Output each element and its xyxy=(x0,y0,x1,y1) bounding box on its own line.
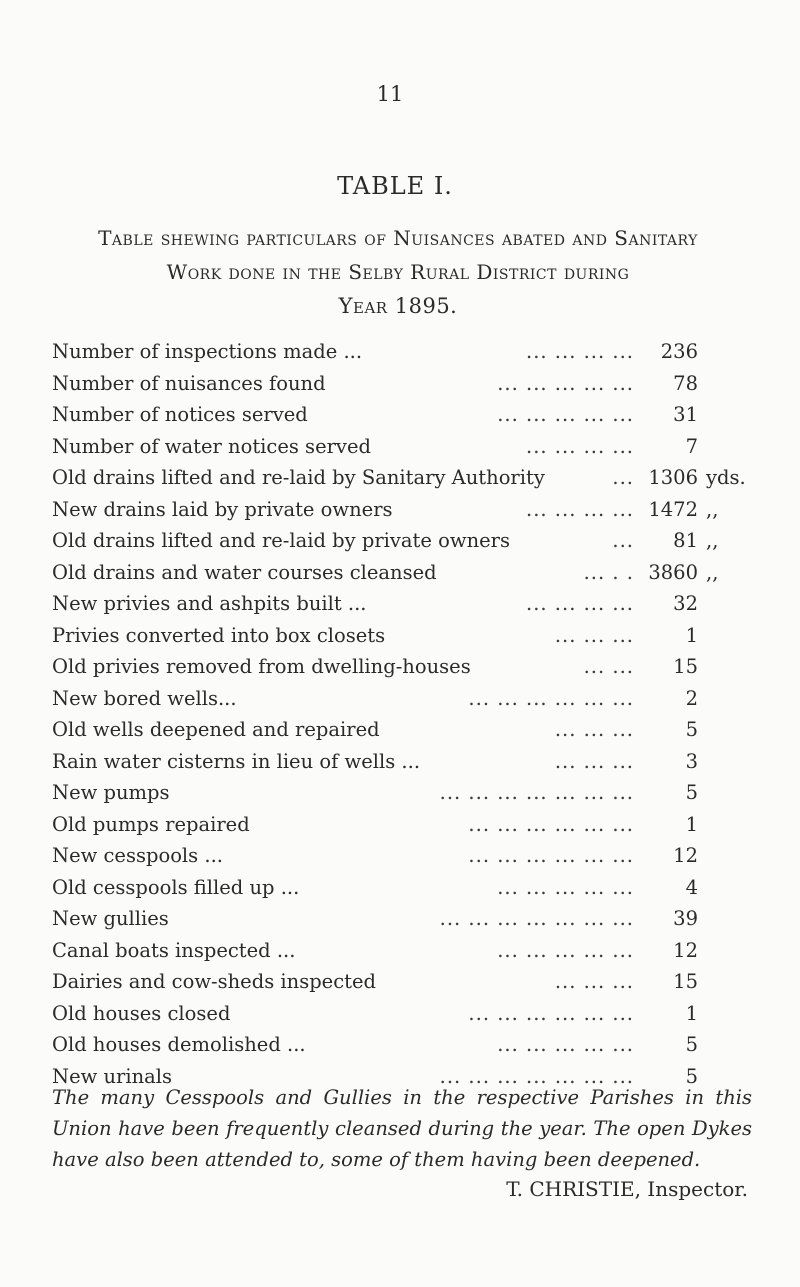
row-leader-dots: ... ... ... ... ... ... xyxy=(468,686,634,710)
table-row xyxy=(52,399,792,431)
row-leader-dots: ... ... ... ... ... ... ... xyxy=(439,781,634,804)
nuisance-table xyxy=(52,336,792,1092)
row-label: New pumps xyxy=(52,781,170,804)
row-label: Old houses demolished ... xyxy=(52,1033,306,1056)
row-leader-dots: ... xyxy=(612,529,634,552)
row-leader-dots: ... ... ... xyxy=(554,749,634,773)
row-unit: ,, xyxy=(706,497,719,521)
row-leader-dots: ... ... ... ... xyxy=(526,434,634,458)
row-value: 1 xyxy=(685,623,698,647)
row-value: 32 xyxy=(673,592,698,615)
table-row xyxy=(52,903,792,935)
row-value: 12 xyxy=(673,938,698,962)
row-label: New drains laid by private owners xyxy=(52,497,393,521)
table-row xyxy=(52,935,792,967)
row-leader-dots: ... ... ... ... ... xyxy=(497,938,634,962)
signature-text: T. CHRISTIE, Inspector. xyxy=(506,1177,748,1201)
row-leader-dots: ... ... ... ... ... ... xyxy=(468,812,634,836)
row-label: Old privies removed from dwelling-houses xyxy=(52,655,471,678)
row-leader-dots: ... ... ... ... ... xyxy=(497,371,634,395)
row-leader-dots: ... ... ... ... ... ... ... xyxy=(439,1064,634,1088)
table-row xyxy=(52,998,792,1030)
row-leader-dots: ... ... xyxy=(583,655,634,678)
row-value: 15 xyxy=(673,655,698,678)
row-label: Privies converted into box closets xyxy=(52,623,386,647)
table-row xyxy=(52,714,792,746)
row-label: Number of inspections made ... xyxy=(52,340,363,363)
row-leader-dots: ... ... ... ... ... ... xyxy=(468,1001,634,1025)
row-value: 2 xyxy=(685,686,698,710)
row-value: 5 xyxy=(685,1033,698,1056)
row-label: Rain water cisterns in lieu of wells ... xyxy=(52,749,421,773)
row-value: 4 xyxy=(685,875,698,899)
row-value: 5 xyxy=(685,1064,698,1088)
caption-line-1: Table shewing particulars of Nuisances abated and Sanitary xyxy=(98,226,698,250)
page-number: 11 xyxy=(376,82,404,106)
table-row xyxy=(52,525,792,557)
table-row xyxy=(52,494,792,526)
row-leader-dots: ... ... ... ... xyxy=(526,592,634,615)
row-leader-dots: ... ... ... ... ... xyxy=(497,1033,634,1056)
table-row xyxy=(52,557,792,589)
table-row xyxy=(52,840,792,872)
table-row xyxy=(52,368,792,400)
row-label: Canal boats inspected ... xyxy=(52,938,296,962)
caption-line-2: Work done in the Selby Rural District during xyxy=(166,260,630,284)
row-unit: yds. xyxy=(706,466,746,489)
table-row xyxy=(52,777,792,809)
row-leader-dots: ... ... ... ... xyxy=(526,497,634,521)
row-value: 1 xyxy=(685,812,698,836)
row-label: New cesspools ... xyxy=(52,844,223,867)
row-value: 5 xyxy=(685,718,698,741)
table-row xyxy=(52,872,792,904)
row-unit: ,, xyxy=(706,529,719,552)
caption-line-3: Year 1895. xyxy=(338,294,458,318)
row-label: Old wells deepened and repaired xyxy=(52,718,380,741)
row-value: 15 xyxy=(673,970,698,993)
row-value: 31 xyxy=(673,403,698,426)
row-label: Dairies and cow-sheds inspected xyxy=(52,970,377,993)
row-value: 236 xyxy=(660,340,698,363)
row-leader-dots: ... ... ... ... ... xyxy=(497,403,634,426)
table-heading: TABLE I. xyxy=(337,172,453,200)
row-leader-dots: ... ... ... xyxy=(554,970,634,993)
row-label: New urinals xyxy=(52,1064,173,1088)
row-value: 5 xyxy=(685,781,698,804)
row-leader-dots: ... ... ... ... ... xyxy=(497,875,634,899)
table-row xyxy=(52,462,792,494)
row-label: Old pumps repaired xyxy=(52,812,250,836)
row-value: 1306 xyxy=(648,466,698,489)
row-value: 3 xyxy=(685,749,698,773)
row-label: Number of nuisances found xyxy=(52,371,326,395)
row-leader-dots: ... ... ... ... ... ... ... xyxy=(439,907,634,930)
table-row xyxy=(52,683,792,715)
row-label: Number of water notices served xyxy=(52,434,371,458)
row-label: New gullies xyxy=(52,907,169,930)
row-leader-dots: ... ... ... ... ... ... xyxy=(468,844,634,867)
table-row xyxy=(52,746,792,778)
inspector-signature xyxy=(0,1177,800,1201)
table-row xyxy=(52,620,792,652)
row-unit: ,, xyxy=(706,560,719,584)
table-row xyxy=(52,336,792,368)
explanatory-note: The many Cesspools and Gullies in the respective Parishes in this Union have been frequently cleansed during the year. The open Dykes have also been attended to, some of them having been deepened. xyxy=(52,1086,752,1171)
row-value: 1472 xyxy=(648,497,698,521)
row-leader-dots: ... ... ... ... xyxy=(526,340,634,363)
row-value: 39 xyxy=(673,907,698,930)
row-value: 7 xyxy=(685,434,698,458)
row-leader-dots: ... . . xyxy=(583,560,634,584)
row-leader-dots: ... xyxy=(612,466,634,489)
table-row xyxy=(52,588,792,620)
row-label: Old cesspools filled up ... xyxy=(52,875,300,899)
row-leader-dots: ... ... ... xyxy=(554,623,634,647)
row-label: Number of notices served xyxy=(52,403,308,426)
row-value: 1 xyxy=(685,1001,698,1025)
table-row xyxy=(52,431,792,463)
table-row xyxy=(52,966,792,998)
row-label: Old drains lifted and re-laid by private owners xyxy=(52,529,510,552)
row-label: Old drains lifted and re-laid by Sanitary Authority xyxy=(52,466,545,489)
table-caption xyxy=(28,221,768,323)
table-row xyxy=(52,651,792,683)
row-label: New privies and ashpits built ... xyxy=(52,592,367,615)
row-value: 78 xyxy=(673,371,698,395)
row-label: New bored wells... xyxy=(52,686,237,710)
row-value: 81 xyxy=(673,529,698,552)
table-row xyxy=(52,1029,792,1061)
table-row xyxy=(52,809,792,841)
row-leader-dots: ... ... ... xyxy=(554,718,634,741)
row-label: Old houses closed xyxy=(52,1001,231,1025)
row-value: 3860 xyxy=(648,560,698,584)
row-label: Old drains and water courses cleansed xyxy=(52,560,437,584)
row-value: 12 xyxy=(673,844,698,867)
